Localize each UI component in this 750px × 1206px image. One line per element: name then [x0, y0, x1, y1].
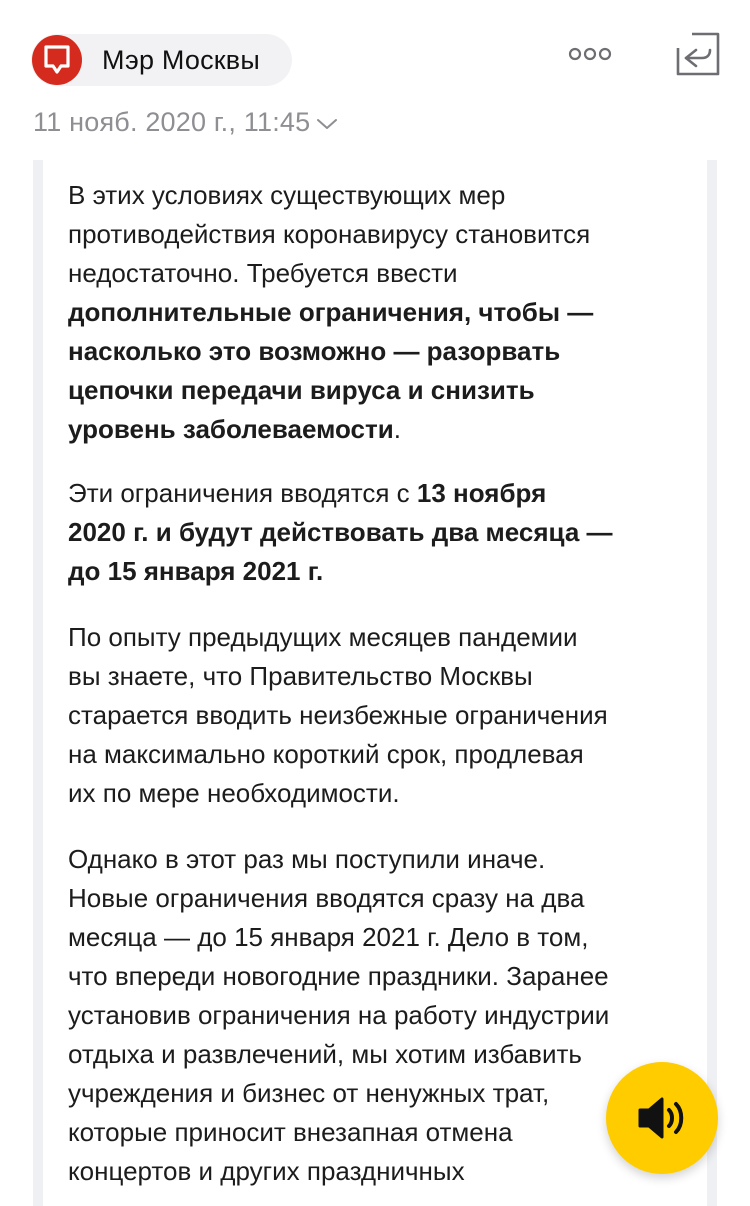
paragraph-3: [68, 618, 708, 813]
text-line-bold: 2020 г. и будут действовать два месяца —: [68, 517, 613, 547]
text-line: что впереди новогодние праздники. Заранее: [68, 961, 609, 991]
paragraph-1: [68, 176, 708, 449]
paragraph-2: [68, 474, 708, 591]
text-line: По опыту предыдущих месяцев пандемии: [68, 622, 578, 652]
text-fragment: .: [393, 414, 401, 444]
chevron-down-icon: [316, 117, 338, 131]
text-line: учреждения и бизнес от ненужных трат,: [68, 1078, 550, 1108]
mail-date: 11 нояб. 2020 г., 11:45: [33, 106, 311, 137]
text-line: вы знаете, что Правительство Москвы: [68, 661, 533, 691]
text-line: которые приносит внезапная отмена: [68, 1117, 513, 1147]
text-line-bold: до 15 января 2021 г.: [68, 556, 324, 586]
more-icon: [567, 46, 613, 62]
text-line: [68, 410, 708, 449]
text-line-bold: насколько это возможно — разорвать: [68, 336, 561, 366]
listen-audio-button[interactable]: [606, 1062, 718, 1174]
bold-fragment: 13 ноября: [416, 478, 547, 508]
date-toggle[interactable]: [33, 104, 338, 140]
text-line: В этих условиях существующих мер: [68, 180, 506, 210]
text-line: их по мере необходимости.: [68, 778, 400, 808]
text-line: Однако в этот раз мы поступили иначе.: [68, 844, 546, 874]
text-line-bold: цепочки передачи вируса и снизить: [68, 375, 535, 405]
text-line: концертов и других праздничных: [68, 1156, 465, 1186]
sender-name: Мэр Москвы: [102, 44, 260, 75]
text-line: месяца — до 15 января 2021 г. Дело в том,: [68, 922, 589, 952]
speaker-icon: [634, 1094, 690, 1142]
sender-chip[interactable]: [31, 34, 292, 86]
text-line-bold: дополнительные ограничения, чтобы —: [68, 297, 594, 327]
text-line: противодействия коронавирусу становится: [68, 219, 591, 249]
mail-content: [43, 160, 707, 1206]
text-line: недостаточно. Требуется ввести: [68, 258, 458, 288]
text-fragment: Эти ограничения вводятся с: [68, 478, 417, 508]
mail-body: [33, 160, 717, 1206]
more-button[interactable]: [562, 40, 618, 68]
bold-fragment: уровень заболеваемости: [68, 414, 394, 444]
reply-icon: [674, 30, 722, 78]
text-line: Новые ограничения вводятся сразу на два: [68, 883, 585, 913]
text-line: на максимально короткий срок, продлевая: [68, 739, 584, 769]
text-line: [68, 474, 708, 513]
text-line: старается вводить неизбежные ограничения: [68, 700, 608, 730]
text-line: установив ограничения на работу индустрии: [68, 1000, 610, 1030]
text-line: отдыха и развлечений, мы хотим избавить: [68, 1039, 582, 1069]
mos-ru-logo-icon: [32, 35, 82, 85]
reply-button[interactable]: [674, 30, 722, 78]
